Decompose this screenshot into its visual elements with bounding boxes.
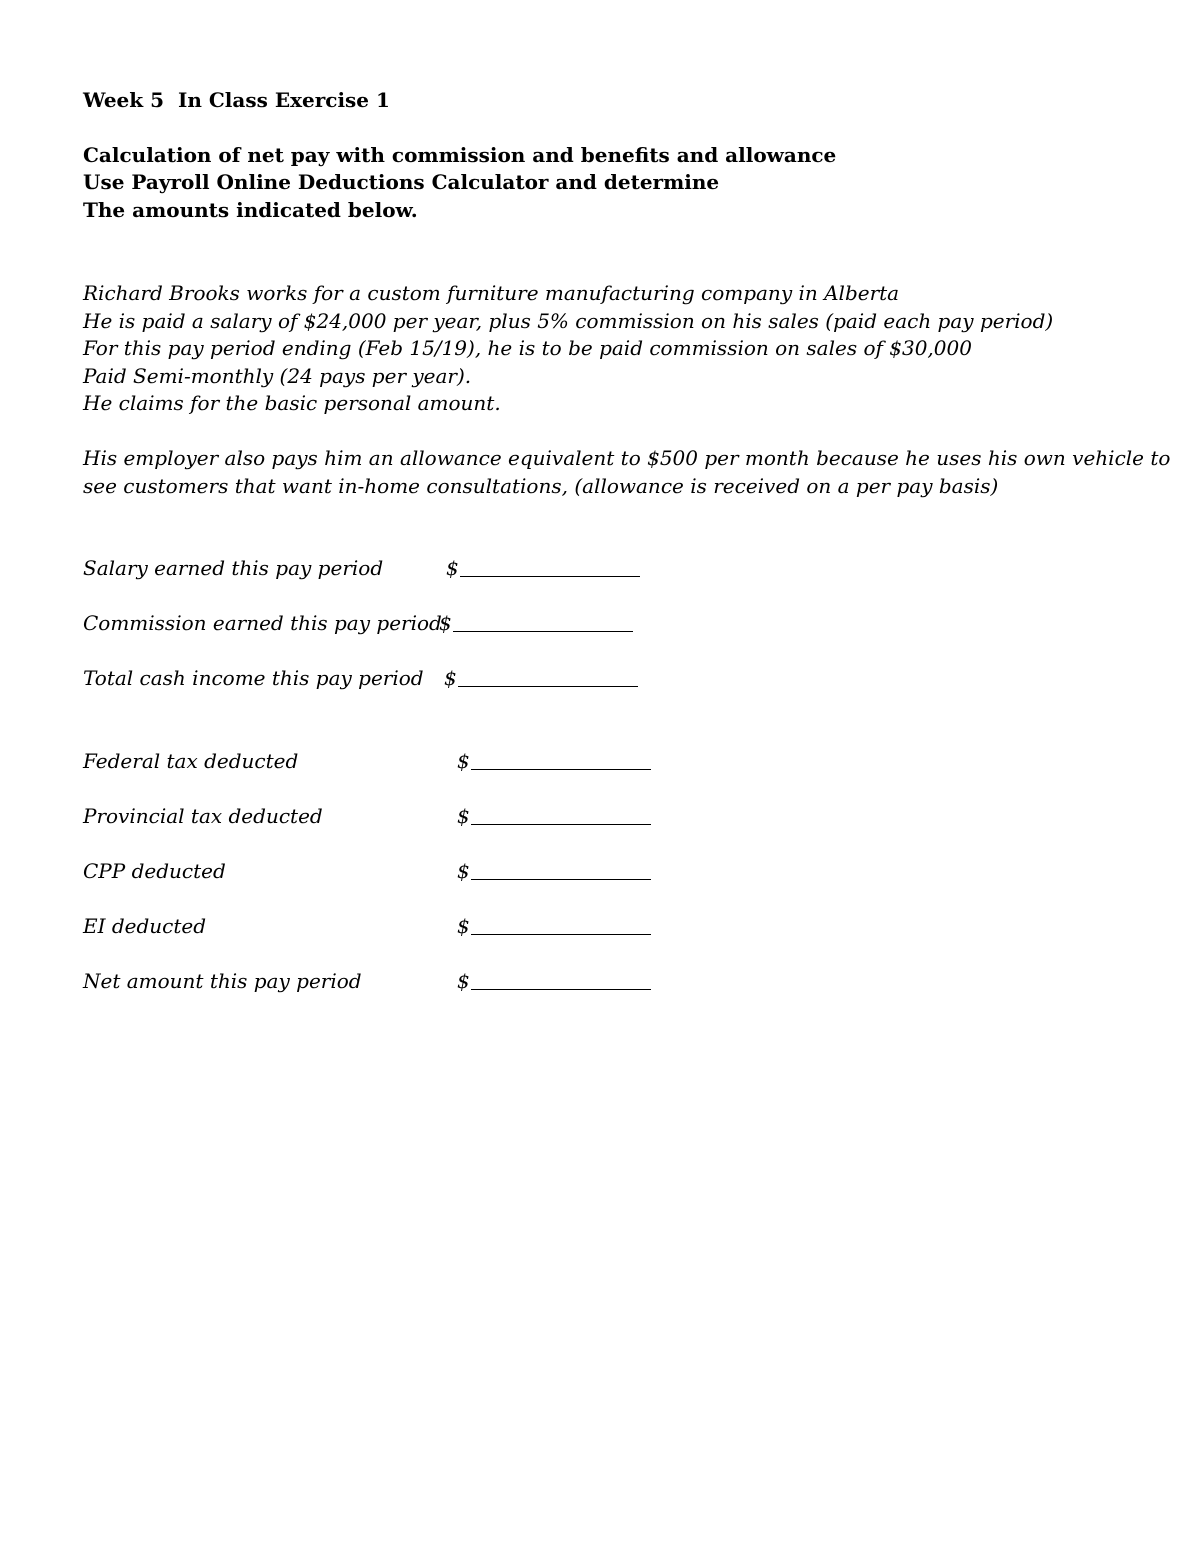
ei-field-label: EI deducted (83, 914, 207, 938)
cpp-answer-blank[interactable] (457, 858, 651, 885)
currency-symbol: $ (457, 969, 470, 993)
answer-line (471, 879, 651, 880)
answer-line (453, 631, 633, 632)
scenario-line-1: Richard Brooks works for a custom furniture manufacturing company in Alberta (83, 281, 900, 305)
document-title (83, 87, 390, 114)
salary-field-label: Salary earned this pay period (83, 556, 384, 580)
currency-symbol: $ (446, 556, 459, 580)
currency-symbol: $ (439, 611, 452, 635)
provincial-tax-answer-blank[interactable] (457, 803, 651, 830)
answer-line (471, 934, 651, 935)
answer-line (471, 824, 651, 825)
commission-field-label: Commission earned this pay period (83, 611, 442, 635)
total-income-field-label: Total cash income this pay period (83, 666, 424, 690)
instruction-line-3: The amounts indicated below. (83, 198, 418, 222)
instruction-line-1: Calculation of net pay with commission and benefits and allowance (83, 143, 837, 167)
provincial-tax-field-label: Provincial tax deducted (83, 804, 323, 828)
allowance-line-1: His employer also pays him an allowance equivalent to $500 per month because he uses his own vehicle to (83, 446, 1171, 470)
net-amount-answer-blank[interactable] (457, 968, 651, 995)
answer-line (460, 576, 640, 577)
week-label: Week 5 (83, 88, 165, 112)
currency-symbol: $ (457, 749, 470, 773)
scenario-line-2: He is paid a salary of $24,000 per year, plus 5% commission on his sales (paid each pay period) (83, 309, 1054, 333)
answer-line (471, 989, 651, 990)
scenario-line-3: For this pay period ending (Feb 15/19), he is to be paid commission on sales of $30,000 (83, 336, 972, 360)
instruction-line-2: Use Payroll Online Deductions Calculator and determine (83, 170, 720, 194)
cpp-field-label: CPP deducted (83, 859, 226, 883)
net-amount-field-label: Net amount this pay period (83, 969, 362, 993)
allowance-line-2: see customers that want in-home consultations, (allowance is received on a per pay basis) (83, 474, 999, 498)
commission-answer-blank[interactable] (439, 610, 633, 637)
federal-tax-answer-blank[interactable] (457, 748, 651, 775)
total-income-answer-blank[interactable] (444, 665, 638, 692)
answer-line (471, 769, 651, 770)
scenario-line-5: He claims for the basic personal amount. (83, 391, 501, 415)
ei-answer-blank[interactable] (457, 913, 651, 940)
currency-symbol: $ (444, 666, 457, 690)
salary-answer-blank[interactable] (446, 555, 640, 582)
federal-tax-field-label: Federal tax deducted (83, 749, 299, 773)
currency-symbol: $ (457, 804, 470, 828)
currency-symbol: $ (457, 859, 470, 883)
answer-line (458, 686, 638, 687)
scenario-line-4: Paid Semi-monthly (24 pays per year). (83, 364, 472, 388)
exercise-label: In Class Exercise 1 (178, 88, 390, 112)
currency-symbol: $ (457, 914, 470, 938)
